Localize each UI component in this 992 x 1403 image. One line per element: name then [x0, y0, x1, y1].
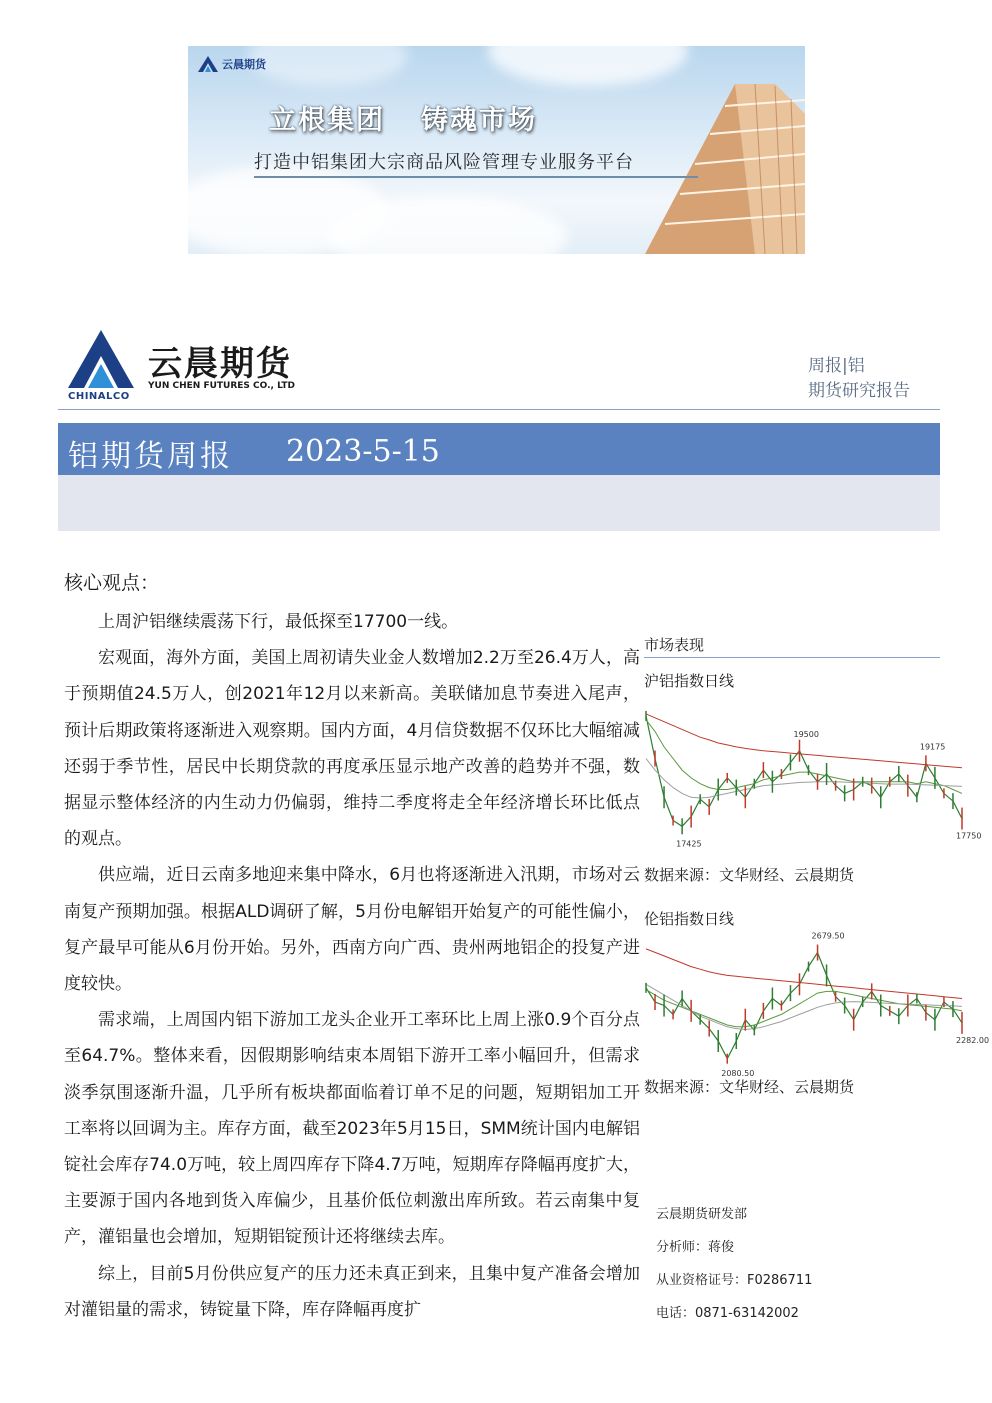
- logo-en-name: YUN CHEN FUTURES CO., LTD: [148, 381, 295, 391]
- paragraph: 需求端，上周国内铝下游加工龙头企业开工率环比上周上涨0.9个百分点至64.7%。整体来看，因假期影响结束本周铝下游开工率小幅回升，但需求淡季氛围逐渐升温，几乎所有板块都面临着订单不足的问题，短期铝加工开工率将以回调为主。库存方面，截至2023年5月15日，SMM统计国内电解铝锭社会库存74.0万吨，较上周四库存下降4.7万吨，短期库存降幅再度扩大，主要源于国内各地到货入库偏少，且基价低位刺激出库所致。若云南集中复产，灌铝量也会增加，短期铝锭预计还将继续去库。: [64, 1010, 640, 1248]
- title-bar: [58, 423, 940, 475]
- shfe-aluminum-chart: [642, 700, 982, 850]
- top-banner: [188, 46, 805, 254]
- core-view-body: [64, 604, 640, 1328]
- report-type-line1: 周报|铝: [808, 356, 865, 376]
- series-line-3: [646, 759, 962, 799]
- market-heading: 市场表现: [644, 636, 705, 654]
- price-annotation: 17425: [676, 839, 702, 849]
- slogan-left: 立根集团: [269, 105, 385, 136]
- report-type: [808, 354, 910, 404]
- chart2-title: 伦铝指数日线: [644, 910, 735, 928]
- price-annotation: 2282.00: [956, 1035, 990, 1045]
- price-annotation: 19500: [793, 729, 819, 739]
- report-date: 2023-5-15: [286, 434, 440, 469]
- lme-aluminum-chart-svg: [642, 928, 990, 1078]
- series-line-3: [646, 984, 962, 1029]
- chart1-source: 数据来源：文华财经、云晨期货: [644, 866, 855, 884]
- price-annotation: 17750: [956, 831, 982, 841]
- chinalco-logo-icon: [68, 330, 134, 392]
- market-divider: [644, 657, 940, 658]
- paragraph: 宏观面，海外方面，美国上周初请失业金人数增加2.2万至26.4万人，高于预期值24.5万人，创2021年12月以来新高。美联储加息节奏进入尾声，预计后期政策将逐渐进入观察期。国内方面，4月信贷数据不仅环比大幅缩减还弱于季节性，居民中长期贷款的再度承压显示地产改善的趋势并不强，数据显示整体经济的内生动力仍偏弱，维持二季度将走全年经济增长环比低点的观点。: [64, 648, 640, 850]
- banner-logo: [198, 56, 266, 72]
- banner-brand: 云晨期货: [222, 58, 266, 71]
- lme-aluminum-chart: [642, 928, 990, 1078]
- price-annotation: 19175: [919, 742, 946, 752]
- report-title: 铝期货周报: [68, 439, 233, 474]
- chart1-title: 沪铝指数日线: [644, 672, 735, 690]
- analyst-license: 从业资格证号：F0286711: [656, 1273, 813, 1288]
- chinalco-logo-icon: [198, 56, 218, 72]
- series-line-1: [646, 990, 962, 1027]
- title-bar-shade: [58, 475, 940, 531]
- banner-subtitle-underline: [254, 176, 698, 178]
- banner-subtitle: 打造中铝集团大宗商品风险管理专业服务平台: [254, 152, 634, 173]
- core-view-heading: 核心观点：: [64, 572, 160, 594]
- logo-group-name: CHINALCO: [68, 391, 130, 402]
- shfe-aluminum-chart-svg: [642, 700, 982, 850]
- paragraph: 供应端，近日云南多地迎来集中降水，6月也将逐渐进入汛期，市场对云南复产预期加强。根据ALD调研了解，5月份电解铝开始复产的可能性偏小，复产最早可能从6月份开始。另外，西南方向广西、贵州两地铝企的投复产进度较快。: [64, 865, 640, 995]
- price-annotation: 2080.50: [721, 1069, 755, 1078]
- paragraph: 上周沪铝继续震荡下行，最低探至17700一线。: [98, 612, 459, 632]
- price-annotation: 2679.50: [811, 931, 845, 941]
- slogan-right: 铸魂市场: [421, 105, 537, 136]
- contact-phone: 电话：0871-63142002: [656, 1306, 799, 1321]
- header-divider: [58, 409, 940, 410]
- logo-cn-name: 云晨期货: [148, 344, 292, 384]
- research-dept: 云晨期货研发部: [656, 1207, 748, 1222]
- report-type-line2: 期货研究报告: [808, 381, 910, 401]
- banner-slogan: [188, 98, 618, 137]
- analyst-name: 分析师：蒋俊: [656, 1240, 735, 1255]
- chart2-source: 数据来源：文华财经、云晨期货: [644, 1078, 855, 1096]
- paragraph: 综上，目前5月份供应复产的压力还未真正到来，且集中复产准备会增加对灌铝量的需求，铸锭量下降，库存降幅再度扩: [64, 1263, 640, 1320]
- series-line-2: [646, 949, 962, 999]
